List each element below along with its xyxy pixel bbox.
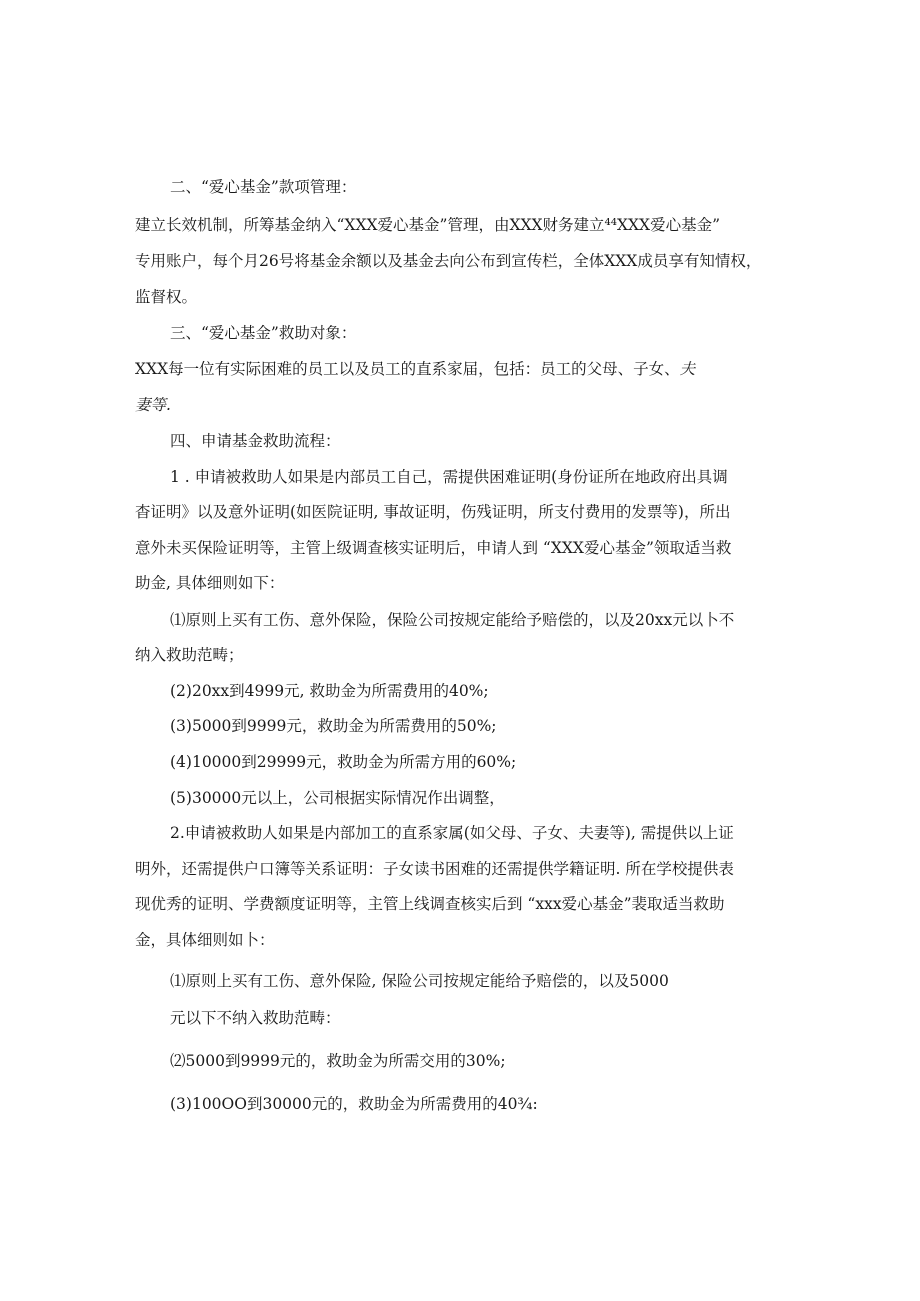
rule-line: 纳入救助范畴； bbox=[135, 646, 244, 664]
rule-line: (4)10000到29999元，救助金为所需方用的60%; bbox=[170, 753, 517, 771]
rule-line: 元以下不纳入救助范畴： bbox=[170, 1009, 341, 1027]
item1-line: 杳证明》以及意外证明(如医院证明, 事故证明，伤残证明，所支付费用的发票等)，所出 bbox=[135, 503, 731, 521]
section3-paragraph-line: XXX每一位有实际困难的员工以及员工的直系家届，包括：员工的父母、子女、夫 bbox=[135, 360, 696, 378]
rule-line: (3)5000到9999元，救助金为所需费用的50%; bbox=[170, 717, 497, 735]
item1-line: 助金, 具体细则如下： bbox=[135, 574, 285, 592]
item1-line: 1 . 申请被救助人如果是内部员工自己，需提供困难证明(身份证所在地政府出具调 bbox=[170, 468, 728, 486]
section2-paragraph-line: 监督权。 bbox=[135, 288, 198, 306]
section2-heading: 二、“爱心基金”款项管理： bbox=[170, 178, 357, 196]
item2-line: 现优秀的证明、学费额度证明等，主管上线调查核实后到 “xxx爱心基金”裴取适当救助 bbox=[135, 895, 725, 913]
item2-line: 明外，还需提供户口簿等关系证明：子女读书困难的还需提供学籍证明. 所在学校提供表 bbox=[135, 860, 734, 878]
rule-line: (5)30000元以上，公司根据实际情况作出调整， bbox=[170, 789, 505, 807]
item2-line: 金，具体细则如卜： bbox=[135, 931, 275, 949]
section2-paragraph-line: 专用账户，每个月26号将基金余额以及基金去向公布到宣传栏，全体XXX成员享有知情权， bbox=[135, 252, 762, 270]
item2-line: 2.申请被救助人如果是内部加工的直系家属(如父母、子女、夫妻等), 需提供以上证 bbox=[170, 824, 734, 842]
rule-line: ⑵5000到9999元的，救助金为所需交用的30%; bbox=[170, 1052, 506, 1070]
rule-line: ⑴原则上买有工伤、意外保险，保险公司按规定能给予赔偿的，以及20xx元以卜不 bbox=[170, 611, 735, 629]
rule-line: ⑴原则上买有工伤、意外保险, 保险公司按规定能给予赔偿的，以及5000 bbox=[170, 972, 669, 990]
section4-heading: 四、申请基金救助流程： bbox=[170, 432, 341, 450]
section3-paragraph-line: 妻等. bbox=[135, 396, 171, 414]
item1-line: 意外未买保险证明等，主管上级调查核实证明后，申请人到 “XXX爱心基金”领取适当救 bbox=[135, 539, 732, 557]
rule-line: (3)100OO到30000元的，救助金为所需费用的40¾: bbox=[170, 1095, 538, 1113]
section2-paragraph-line: 建立长效机制，所筹基金纳入“XXX爱心基金”管理，由XXX财务建立⁴⁴XXX爱心基金” bbox=[135, 216, 721, 234]
rule-line: (2)20xx到4999元, 救助金为所需费用的40%; bbox=[170, 682, 489, 700]
section3-heading: 三、“爱心基金”救助对象： bbox=[170, 324, 357, 342]
